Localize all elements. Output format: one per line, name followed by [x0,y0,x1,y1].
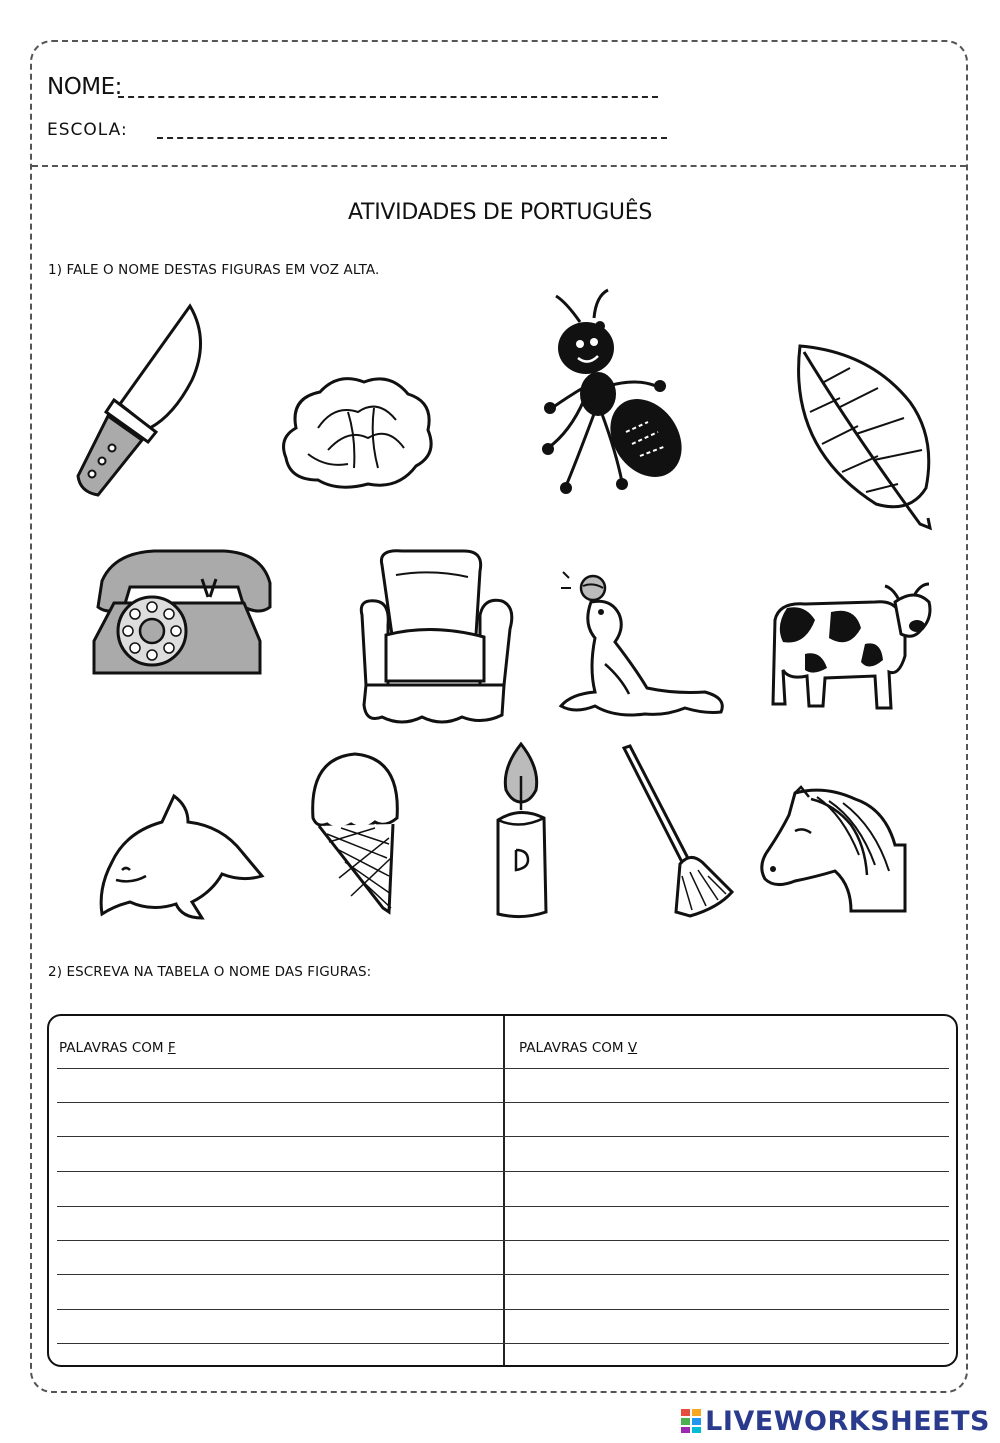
cow-icon [765,580,935,715]
ice-cream-icon [305,748,405,916]
page-title: ATIVIDADES DE PORTUGUÊS [348,200,652,225]
answer-table [47,1014,958,1367]
dolphin-icon [92,792,267,922]
leaf-icon [780,338,940,533]
answer-line[interactable] [57,1240,949,1241]
column-header-f: PALAVRAS COM F [59,1040,176,1056]
school-label: ESCOLA: [47,120,128,140]
telephone-icon [84,545,274,685]
seal-icon [555,568,730,728]
answer-line[interactable] [57,1309,949,1310]
armchair-icon [352,545,517,730]
exercise-2-instruction: 2) ESCREVA NA TABELA O NOME DAS FIGURAS: [48,964,372,980]
knife-icon [70,300,210,500]
answer-line[interactable] [57,1343,949,1344]
cabbage-icon [278,368,438,493]
candle-icon [490,740,552,920]
school-field-line[interactable] [157,137,667,139]
answer-line[interactable] [57,1206,949,1207]
horse-icon [755,785,907,913]
answer-line[interactable] [57,1171,949,1172]
broom-icon [618,742,736,920]
liveworksheets-brand: LIVEWORKSHEETS [705,1405,990,1437]
column-header-v: PALAVRAS COM V [519,1040,638,1056]
exercise-1-instruction: 1) FALE O NOME DESTAS FIGURAS EM VOZ ALTA. [48,262,380,278]
name-label: NOME: [47,74,122,100]
answer-line[interactable] [57,1136,949,1137]
header-divider [32,165,966,167]
name-field-line[interactable] [118,96,658,98]
answer-line[interactable] [57,1102,949,1103]
liveworksheets-footer [680,1406,990,1436]
answer-line[interactable] [57,1068,949,1069]
ant-icon [536,282,691,497]
liveworksheets-logo-icon [680,1408,702,1434]
answer-line[interactable] [57,1274,949,1275]
